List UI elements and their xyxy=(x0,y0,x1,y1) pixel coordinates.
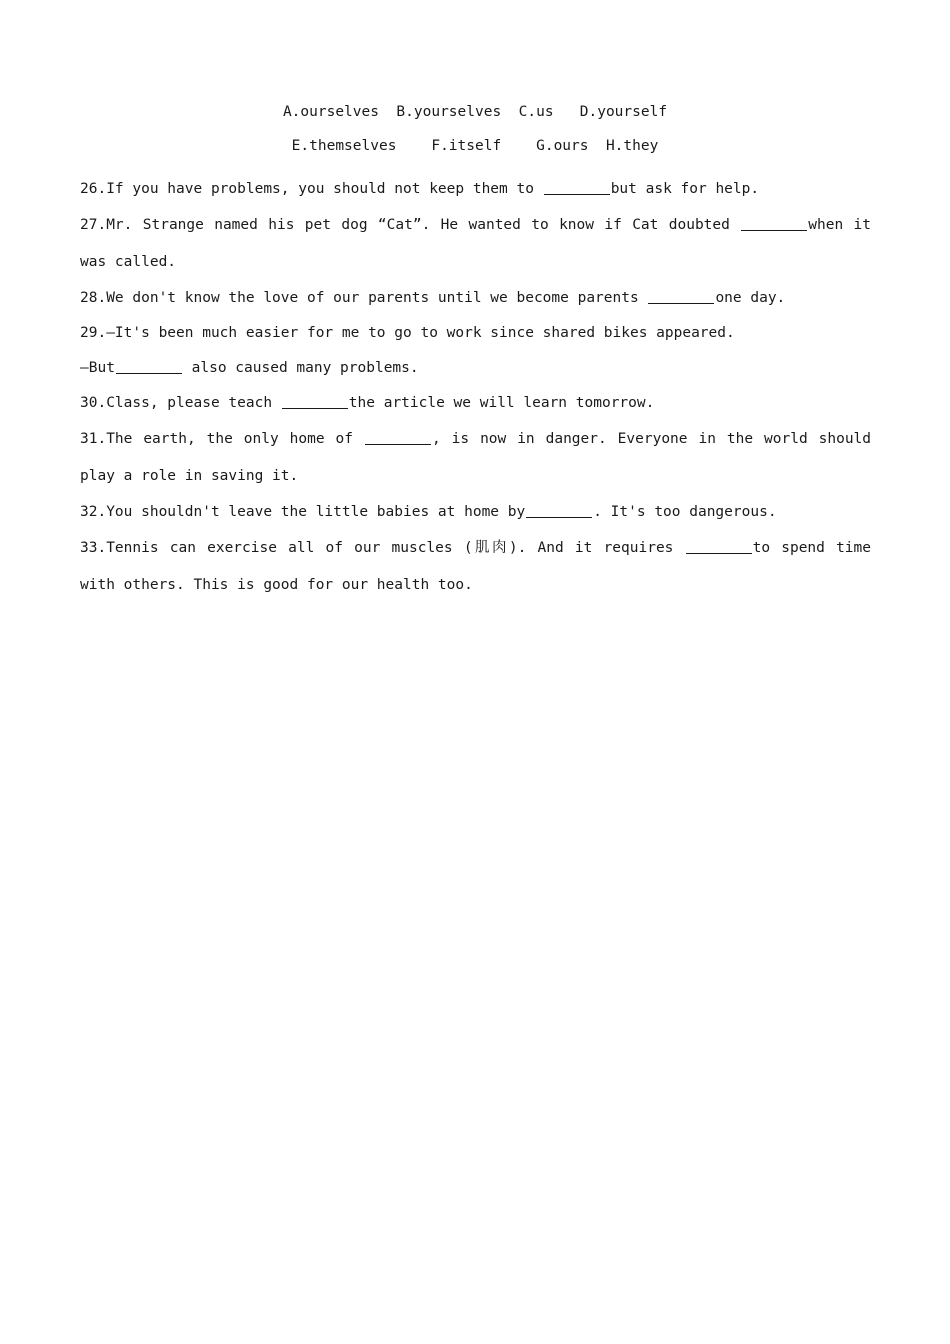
question-text: —But xyxy=(80,360,115,376)
question-27 xyxy=(80,207,871,281)
answer-blank[interactable] xyxy=(686,539,752,554)
answer-blank[interactable] xyxy=(544,180,610,195)
question-text: . It's too dangerous. xyxy=(593,504,777,520)
question-text: one day. xyxy=(715,290,786,306)
question-33 xyxy=(80,530,871,604)
question-text: 30.Class, please teach xyxy=(80,395,281,411)
question-text: 32.You shouldn't leave the little babies at home by xyxy=(80,504,526,520)
question-32 xyxy=(80,495,871,530)
question-29-line-1 xyxy=(80,316,871,351)
question-30 xyxy=(80,386,871,421)
question-text: 29.—It's been much easier for me to go to work since shared bikes appeared. xyxy=(80,325,735,341)
question-text: when it was called. xyxy=(80,217,871,270)
question-text: , is now in danger. Everyone in the world should play a role in saving it. xyxy=(80,431,872,484)
answer-blank[interactable] xyxy=(116,359,182,374)
question-text: the article we will learn tomorrow. xyxy=(348,395,655,411)
question-text: 31.The earth, the only home of xyxy=(80,431,364,447)
question-29-line-2 xyxy=(80,351,871,386)
question-text: to spend time with others. This is good for our health too. xyxy=(80,540,871,593)
question-text: 28.We don't know the love of our parents until we become parents xyxy=(80,290,648,306)
answer-blank[interactable] xyxy=(282,394,348,409)
question-26 xyxy=(80,172,871,207)
answer-blank[interactable] xyxy=(365,430,431,445)
answer-blank[interactable] xyxy=(648,289,714,304)
question-text: 33.Tennis can exercise all of our muscles (肌肉). And it requires xyxy=(80,540,685,556)
question-text: 27.Mr. Strange named his pet dog “Cat”. He wanted to know if Cat doubted xyxy=(80,217,741,233)
answer-blank[interactable] xyxy=(741,216,807,231)
question-text: but ask for help. xyxy=(610,181,760,197)
question-text: also caused many problems. xyxy=(182,360,419,376)
question-31 xyxy=(80,421,871,495)
question-text: 26.If you have problems, you should not keep them to xyxy=(80,181,543,197)
question-28 xyxy=(80,281,871,316)
options-row-2: E.themselves F.itself G.ours H.they xyxy=(291,138,659,154)
questions-list xyxy=(80,172,871,604)
options-row-1: A.ourselves B.yourselves C.us D.yourself xyxy=(282,104,668,120)
answer-blank[interactable] xyxy=(526,503,592,518)
